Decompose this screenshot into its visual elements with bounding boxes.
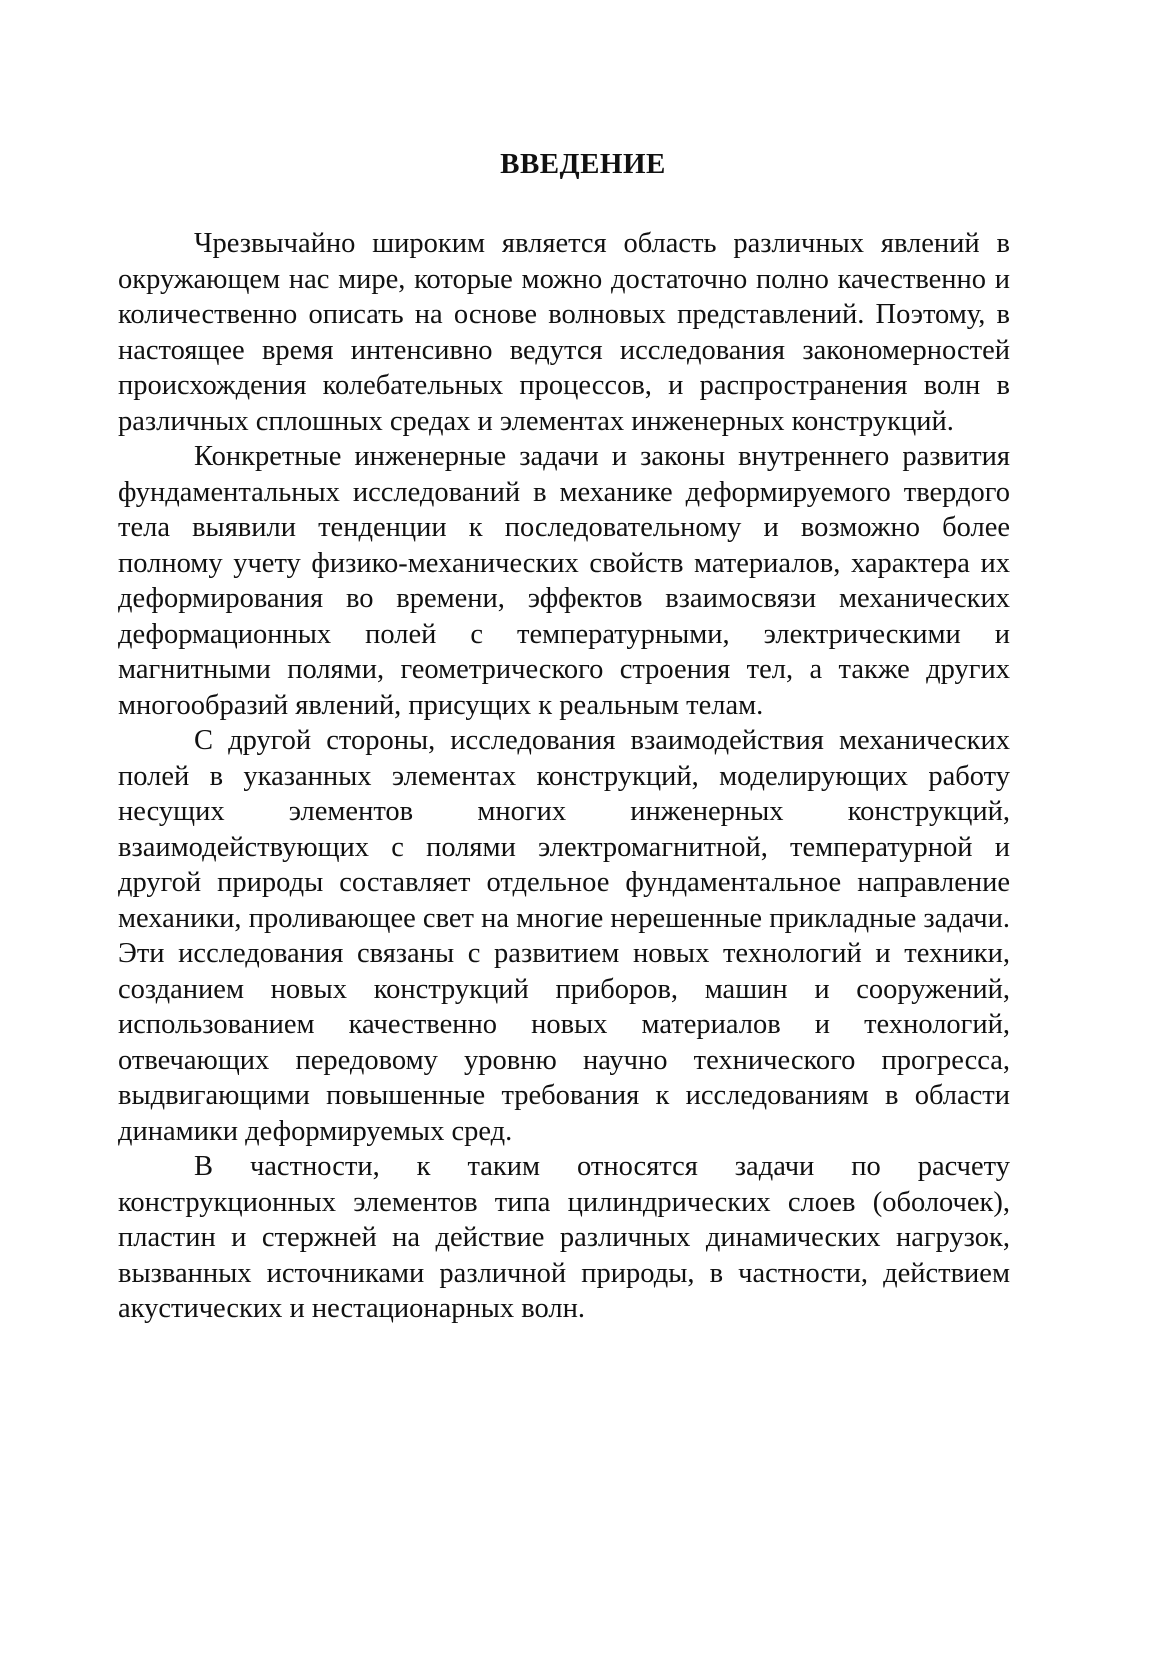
- document-body: [118, 226, 1010, 1327]
- page-title: ВВЕДЕНИЕ: [500, 148, 666, 180]
- paragraph-1: Чрезвычайно широким является область различных явлений в окружающем нас мире, которые можно достаточно полно качественно и количественно описать на основе волновых представлений. Поэтому, в настоящее время интенсивно ведутся исследования закономерностей происхождения колебательных процессов, и распространения волн в различных сплошных средах и элементах инженерных конструкций.: [118, 228, 1010, 437]
- paragraph-2: Конкретные инженерные задачи и законы внутреннего развития фундаментальных исследований в механике деформируемого твердого тела выявили тенденции к последовательному и возможно более полному учету физико-механических свойств материалов, характера их деформирования во времени, эффектов взаимосвязи механических деформационных полей с температурными, электрическими и магнитными полями, геометрического строения тел, а также других многообразий явлений, присущих к реальным телам.: [118, 441, 1010, 721]
- paragraph-3: С другой стороны, исследования взаимодействия механических полей в указанных элементах конструкций, моделирующих работу несущих элементов многих инженерных конструкций, взаимодействующих с полями электромагнитной, температурной и другой природы составляет отдельное фундаментальное направление механики, проливающее свет на многие нерешенные прикладные задачи. Эти исследования связаны с развитием новых технологий и техники, созданием новых конструкций приборов, машин и сооружений, использованием качественно новых материалов и технологий, отвечающих передовому уровню научно технического прогресса, выдвигающими повышенные требования к исследованиям в области динамики деформируемых сред.: [118, 725, 1010, 1147]
- paragraph-4: В частности, к таким относятся задачи по расчету конструкционных элементов типа цилиндрических слоев (оболочек), пластин и стержней на действие различных динамических нагрузок, вызванных источниками различной природы, в частности, действием акустических и нестационарных волн.: [118, 1151, 1010, 1324]
